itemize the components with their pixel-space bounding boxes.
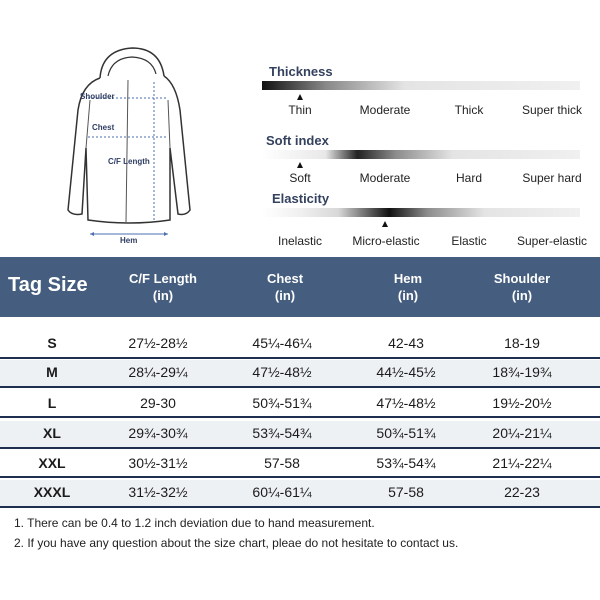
hem-header-unit: (in) [397,288,419,303]
table-row [0,360,600,386]
shoulder-header-unit: (in) [511,288,533,303]
thickness-option: Thin [288,103,312,117]
elasticity-marker-icon [382,221,388,227]
thickness-marker-icon [297,94,303,100]
thickness-option: Thick [454,103,484,117]
size-cell: XXXL [33,484,71,500]
thickness-bar [262,81,580,90]
hem-cell: 42-43 [388,335,424,351]
thickness-option: Super thick [521,103,583,117]
table-row [0,391,600,417]
thickness-option: Moderate [359,103,411,117]
note-contact: 2. If you have any question about the size chart, pleae do not hesitate to contact us. [14,536,459,550]
hem-label: Hem [120,236,138,245]
length-cell: 27½-28½ [128,335,188,351]
length-label: C/F Length [108,157,150,166]
row-divider [0,476,600,478]
length-header-label: C/F Length [129,271,197,286]
thickness-title: Thickness [269,64,333,79]
table-row [0,480,600,506]
row-divider [0,416,600,418]
hem-cell: 53¾-54¾ [376,455,436,471]
elasticity-option: Elastic [451,234,487,248]
length-cell: 29-30 [140,395,176,411]
chest-cell: 60¼-61¼ [252,484,312,500]
jacket-diagram [60,40,230,250]
shoulder-cell: 22-23 [504,484,540,500]
hem-cell: 50¾-51¾ [376,425,436,441]
chest-cell: 45¼-46¼ [252,335,312,351]
length-cell: 28¼-29¼ [128,364,188,380]
size-cell: XXL [38,455,66,471]
size-table-header [0,257,600,317]
row-divider [0,506,600,508]
elasticity-option: Inelastic [277,234,323,248]
shoulder-cell: 20¼-21¼ [492,425,552,441]
soft-index-option: Moderate [359,171,411,185]
row-divider [0,386,600,388]
chest-cell: 53¾-54¾ [252,425,312,441]
size-cell: XL [43,425,61,441]
jacket-outline-icon [60,40,230,250]
soft-index-option: Soft [289,171,311,185]
length-header-unit: (in) [152,288,174,303]
shoulder-cell: 19½-20½ [492,395,552,411]
hem-cell: 44½-45½ [376,364,436,380]
soft-index-bar [262,150,580,159]
shoulder-cell: 18-19 [504,335,540,351]
soft-index-option: Super hard [522,171,582,185]
chest-cell: 57-58 [264,455,300,471]
shoulder-header-label: Shoulder [493,271,551,286]
row-divider [0,447,600,449]
size-cell: S [47,335,57,351]
elasticity-bar [262,208,580,217]
size-cell: L [47,395,57,411]
note-deviation: 1. There can be 0.4 to 1.2 inch deviation due to hand measurement. [14,516,375,530]
tag-size-header: Tag Size [8,274,88,296]
elasticity-option: Super-elastic [516,234,588,248]
shoulder-header [462,270,582,304]
chest-cell: 50¾-51¾ [252,395,312,411]
hem-cell: 47½-48½ [376,395,436,411]
shoulder-label: Shoulder [80,92,115,101]
soft-index-marker-icon [297,162,303,168]
chest-cell: 47½-48½ [252,364,312,380]
shoulder-cell: 21¼-22¼ [492,455,552,471]
soft-index-title: Soft index [266,133,329,148]
shoulder-cell: 18¾-19¾ [492,364,552,380]
hem-header-label: Hem [393,271,423,286]
chest-header [225,270,345,304]
elasticity-option: Micro-elastic [352,234,420,248]
chest-label: Chest [92,123,115,132]
length-cell: 31½-32½ [128,484,188,500]
length-cell: 30½-31½ [128,455,188,471]
table-row [0,331,600,357]
table-row [0,451,600,477]
elasticity-title: Elasticity [272,191,330,206]
chest-header-label: Chest [266,271,304,286]
table-row [0,421,600,447]
size-cell: M [46,364,58,380]
length-cell: 29¾-30¾ [128,425,188,441]
hem-header [348,270,468,304]
row-divider [0,357,600,359]
chest-header-unit: (in) [274,288,296,303]
length-header [103,270,223,304]
hem-cell: 57-58 [388,484,424,500]
soft-index-option: Hard [455,171,483,185]
